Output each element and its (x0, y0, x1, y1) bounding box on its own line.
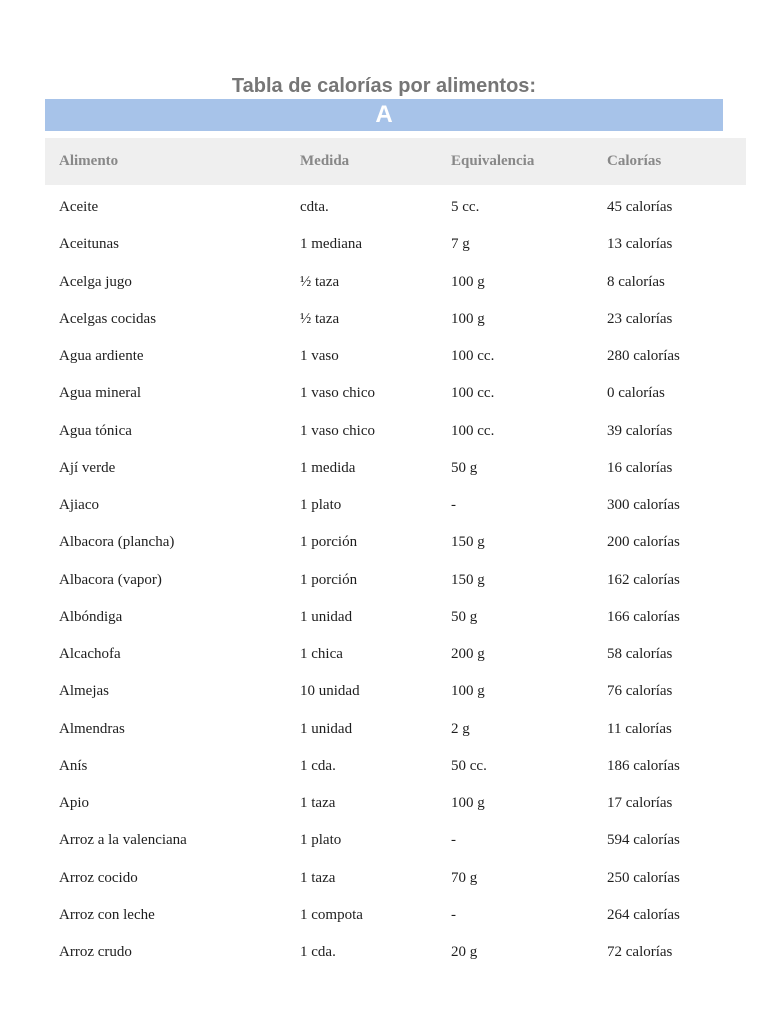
cell-medida: 1 unidad (300, 608, 353, 625)
cell-calorias: 13 calorías (607, 236, 673, 253)
cell-calorias: 250 calorías (607, 869, 680, 886)
cell-calorias: 11 calorías (607, 720, 672, 737)
table-row (45, 673, 746, 710)
cell-alimento: Arroz a la valenciana (59, 832, 187, 849)
column-header-alimento: Alimento (59, 153, 119, 169)
cell-medida: ½ taza (300, 310, 340, 327)
cell-alimento: Arroz cocido (59, 869, 138, 886)
table-row (45, 264, 746, 301)
column-header-medida: Medida (300, 153, 350, 169)
cell-alimento: Ajiaco (59, 497, 99, 513)
table-row (45, 413, 746, 450)
cell-alimento: Almejas (59, 683, 109, 700)
cell-equivalencia: - (451, 906, 456, 923)
cell-alimento: Agua tónica (59, 422, 132, 439)
cell-equivalencia: 2 g (451, 720, 470, 737)
cell-medida: 1 taza (300, 869, 336, 886)
table-body (45, 189, 746, 971)
cell-equivalencia: 150 g (451, 534, 485, 551)
table-row (45, 338, 746, 375)
cell-medida: 1 vaso (300, 348, 339, 364)
cell-calorias: 39 calorías (607, 422, 673, 439)
table-row (45, 226, 746, 263)
cell-equivalencia: 100 g (451, 795, 485, 811)
cell-alimento: Agua mineral (59, 385, 142, 402)
cell-equivalencia: - (451, 832, 456, 849)
cell-medida: 1 plato (300, 832, 342, 849)
page-title: Tabla de calorías por alimentos: (231, 75, 537, 97)
cell-equivalencia: 200 g (451, 646, 485, 662)
table-row (45, 860, 746, 897)
cell-calorias: 45 calorías (607, 199, 673, 215)
table-row (45, 897, 746, 934)
cell-medida: 1 cda. (300, 757, 336, 774)
cell-equivalencia: - (451, 497, 456, 513)
section-letter: A (375, 101, 393, 128)
cell-equivalencia: 7 g (451, 236, 470, 253)
cell-calorias: 16 calorías (607, 459, 673, 476)
cell-alimento: Albacora (plancha) (59, 534, 175, 551)
table-row (45, 711, 746, 748)
cell-equivalencia: 100 g (451, 273, 485, 290)
cell-alimento: Acelgas cocidas (59, 310, 157, 327)
cell-equivalencia: 100 cc. (451, 348, 495, 364)
cell-medida: 1 porción (300, 534, 358, 551)
cell-alimento: Alcachofa (59, 646, 121, 662)
cell-medida: 1 mediana (300, 236, 363, 253)
table-row (45, 524, 746, 561)
cell-medida: 1 cda. (300, 944, 336, 960)
cell-calorias: 594 calorías (607, 832, 680, 849)
cell-calorias: 264 calorías (607, 906, 680, 923)
cell-equivalencia: 5 cc. (451, 199, 480, 215)
column-header-calorias: Calorías (607, 153, 662, 169)
cell-calorias: 300 calorías (607, 497, 680, 513)
cell-calorias: 162 calorías (607, 571, 680, 588)
cell-medida: 1 unidad (300, 720, 353, 737)
cell-alimento: Albóndiga (59, 608, 123, 625)
cell-calorias: 76 calorías (607, 683, 673, 700)
cell-medida: 1 medida (300, 459, 356, 476)
cell-equivalencia: 100 cc. (451, 422, 495, 439)
cell-medida: 10 unidad (300, 683, 360, 700)
cell-equivalencia: 20 g (451, 944, 478, 960)
table-row (45, 375, 746, 412)
cell-alimento: Aceite (59, 199, 99, 215)
cell-calorias: 17 calorías (607, 795, 673, 811)
cell-calorias: 58 calorías (607, 646, 673, 662)
table-row (45, 822, 746, 859)
cell-equivalencia: 50 cc. (451, 757, 487, 774)
cell-medida: 1 plato (300, 497, 342, 513)
cell-equivalencia: 50 g (451, 459, 478, 476)
cell-medida: 1 porción (300, 571, 358, 588)
table-row (45, 748, 746, 785)
cell-alimento: Arroz con leche (59, 906, 155, 923)
cell-alimento: Acelga jugo (59, 273, 132, 290)
cell-alimento: Arroz crudo (59, 944, 132, 960)
table-row (45, 785, 746, 822)
cell-alimento: Aceitunas (59, 236, 119, 253)
cell-medida: 1 vaso chico (300, 385, 375, 402)
table-row (45, 487, 746, 524)
cell-calorias: 0 calorías (607, 385, 665, 402)
cell-alimento: Agua ardiente (59, 348, 144, 364)
cell-medida: ½ taza (300, 273, 340, 290)
cell-medida: 1 compota (300, 906, 363, 923)
cell-medida: 1 chica (300, 646, 343, 662)
cell-alimento: Apio (59, 795, 89, 811)
cell-medida: 1 vaso chico (300, 422, 375, 439)
cell-equivalencia: 100 g (451, 310, 485, 327)
table-row (45, 934, 746, 971)
table-header (45, 138, 746, 185)
cell-alimento: Anís (59, 757, 88, 774)
cell-equivalencia: 150 g (451, 571, 485, 588)
cell-equivalencia: 100 cc. (451, 385, 495, 402)
cell-calorias: 8 calorías (607, 273, 665, 290)
cell-alimento: Albacora (vapor) (59, 571, 162, 588)
cell-calorias: 280 calorías (607, 348, 680, 364)
table-row (45, 450, 746, 487)
table-row (45, 636, 746, 673)
table-row (45, 301, 746, 338)
cell-equivalencia: 70 g (451, 869, 478, 886)
section-letter-bar (45, 99, 723, 131)
column-header-equivalencia: Equivalencia (451, 153, 535, 169)
cell-medida: 1 taza (300, 795, 336, 811)
cell-calorias: 72 calorías (607, 944, 673, 960)
cell-alimento: Almendras (59, 720, 125, 737)
table-row (45, 189, 746, 226)
cell-equivalencia: 100 g (451, 683, 485, 700)
cell-equivalencia: 50 g (451, 608, 478, 625)
cell-calorias: 23 calorías (607, 310, 673, 327)
cell-calorias: 186 calorías (607, 757, 680, 774)
cell-alimento: Ají verde (59, 459, 116, 476)
table-row (45, 562, 746, 599)
table-row (45, 599, 746, 636)
cell-calorias: 166 calorías (607, 608, 680, 625)
cell-medida: cdta. (300, 199, 329, 215)
cell-calorias: 200 calorías (607, 534, 680, 551)
